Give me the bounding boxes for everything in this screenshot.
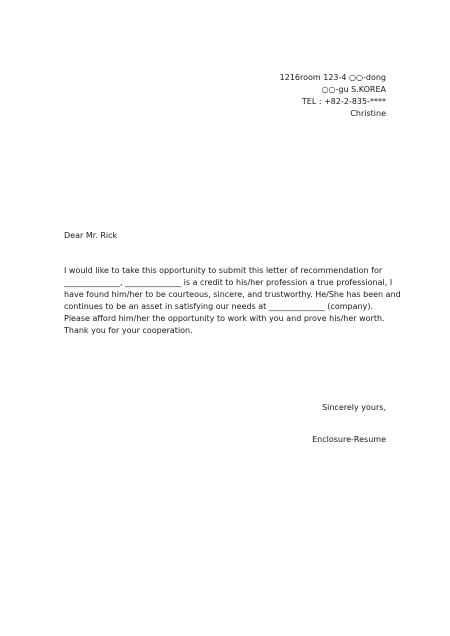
body-line: I would like to take this opportunity to submit this letter of recommendation for: [64, 266, 383, 275]
body-line: have found him/her to be courteous, sincere, and trustworthy. He/She has been and: [64, 290, 401, 299]
body-line: Thank you for your cooperation.: [64, 326, 193, 335]
sender-address-block: [186, 72, 386, 120]
address-line-phone: TEL : +82-2-835-****: [301, 97, 386, 106]
enclosure-note: Enclosure-Resume: [312, 435, 386, 444]
salutation: Dear Mr. Rick: [64, 231, 118, 240]
closing: Sincerely yours,: [322, 403, 386, 412]
letter-body: [64, 265, 401, 337]
body-line: Please afford him/her the opportunity to work with you and prove his/her worth.: [64, 314, 385, 323]
body-line: continues to be an asset in satisfying our needs at ______________ (company).: [64, 302, 374, 311]
address-line-street: 1216room 123-4 ○○-dong: [279, 73, 386, 82]
body-line: ______________, ______________ is a credit to his/her profession a true professional, I: [64, 278, 393, 287]
sender-name: Christine: [350, 109, 386, 118]
address-line-district: ○○-gu S.KOREA: [321, 85, 386, 94]
